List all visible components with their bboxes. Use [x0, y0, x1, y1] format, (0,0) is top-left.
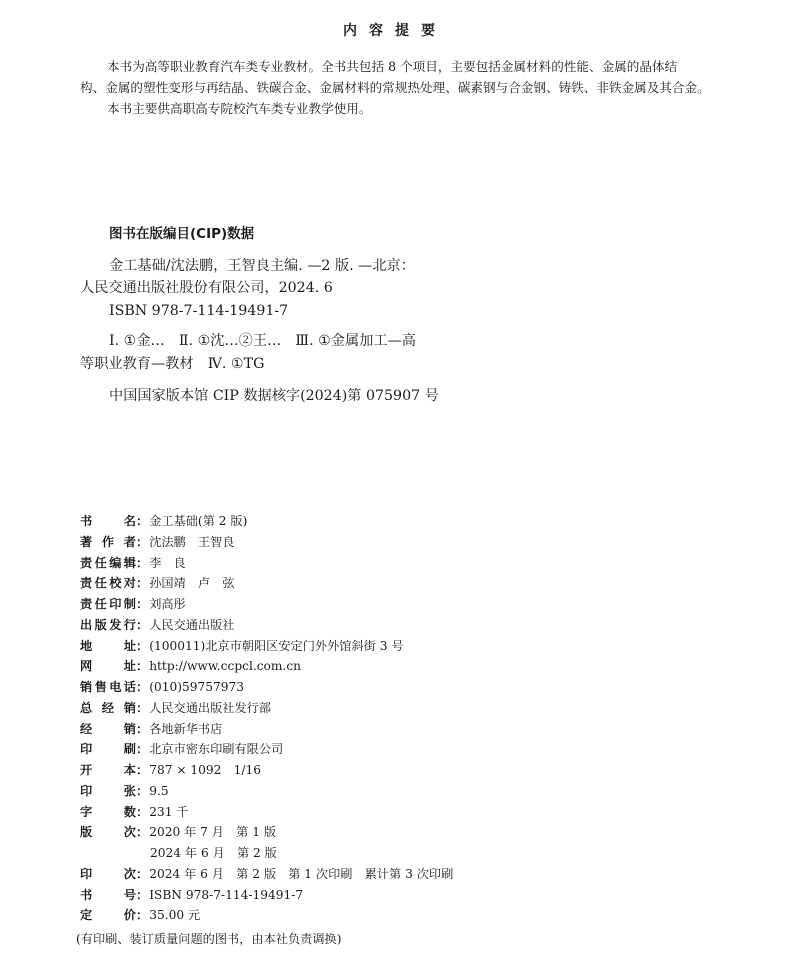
- imprint-label: 书号: [80, 887, 136, 902]
- imprint-label: 字数: [80, 804, 136, 819]
- imprint-colon: ：: [136, 908, 149, 923]
- imprint-colon: ：: [136, 887, 149, 902]
- imprint-colon: ：: [136, 514, 149, 528]
- imprint-value: 2020 年 7 月 第 1 版: [149, 825, 277, 840]
- imprint-value: 北京市密东印刷有限公司: [149, 742, 284, 757]
- cip-line: 等职业教育—教材 Ⅳ. ①TG: [80, 356, 265, 372]
- imprint-value: 9.5: [149, 783, 169, 798]
- imprint-colon: ：: [136, 866, 149, 881]
- imprint-label: 责任编辑: [80, 555, 136, 570]
- imprint-value: 沈法鹏 王智良: [149, 534, 235, 549]
- cip-line: 中国国家版本馆 CIP 数据核字(2024)第 075907 号: [109, 388, 439, 404]
- imprint-colon: ：: [136, 742, 149, 757]
- imprint-row: [80, 595, 186, 613]
- imprint-value: 787 × 1092 1/16: [149, 763, 261, 777]
- imprint-label: 出版发行: [80, 617, 136, 632]
- imprint-value: 刘高彤: [149, 597, 186, 611]
- imprint-label: 印次: [80, 866, 136, 881]
- imprint-colon: ：: [136, 597, 149, 611]
- imprint-value: 金工基础(第 2 版): [149, 514, 248, 528]
- imprint-row: [80, 678, 244, 696]
- cip-heading: 图书在版编目(CIP)数据: [109, 226, 255, 242]
- imprint-value: 李 良: [149, 555, 186, 570]
- imprint-row: [80, 865, 453, 883]
- cip-line: ISBN 978-7-114-19491-7: [109, 303, 289, 319]
- imprint-colon: ：: [136, 825, 149, 840]
- imprint-row: [80, 782, 169, 800]
- imprint-note: (有印刷、装订质量问题的图书，由本社负责调换): [76, 932, 342, 946]
- imprint-value: 孙国靖 卢 弦: [149, 576, 235, 591]
- imprint-value: http://www.ccpcl.com.cn: [149, 659, 301, 674]
- imprint-row: [80, 740, 283, 758]
- imprint-label: 销售电话: [80, 680, 136, 694]
- imprint-row: [80, 533, 235, 551]
- summary-title: 内容提要: [343, 23, 447, 39]
- imprint-row: [80, 720, 222, 738]
- imprint-row: [80, 616, 235, 634]
- imprint-colon: ：: [136, 617, 149, 632]
- imprint-value: (010)59757973: [149, 680, 244, 694]
- imprint-row: [80, 844, 277, 862]
- imprint-value: 2024 年 6 月 第 2 版: [150, 846, 277, 860]
- imprint-colon: ：: [136, 659, 149, 674]
- imprint-row: [80, 823, 276, 841]
- cip-line: 金工基础/沈法鹏，王智良主编. —2 版. —北京：: [109, 258, 415, 274]
- imprint-row: [80, 657, 301, 675]
- imprint-row: [80, 574, 235, 592]
- imprint-label: 地址: [80, 638, 136, 653]
- imprint-colon: ：: [136, 576, 149, 591]
- imprint-row: [80, 554, 186, 572]
- imprint-label: 书名: [80, 514, 136, 528]
- summary-line: 构、金属的塑性变形与再结晶、铁碳合金、金属材料的常规热处理、碳素钢与合金钢、铸铁、非铁金属及其合金。: [80, 80, 710, 95]
- imprint-label: 总经销: [80, 700, 136, 715]
- imprint-label: 开本: [80, 763, 136, 777]
- imprint-row: [80, 803, 189, 821]
- summary-line: 本书为高等职业教育汽车类专业教材。全书共包括 8 个项目，主要包括金属材料的性能、金属的晶体结: [107, 59, 678, 74]
- imprint-value: (100011)北京市朝阳区安定门外外馆斜街 3 号: [149, 638, 404, 653]
- cip-line: 人民交通出版社股份有限公司，2024. 6: [80, 280, 333, 296]
- imprint-colon: ：: [136, 721, 149, 736]
- imprint-value: 各地新华书店: [149, 721, 223, 736]
- imprint-value: 35.00 元: [149, 908, 201, 923]
- imprint-row: [80, 906, 200, 924]
- imprint-colon: ：: [136, 700, 149, 715]
- imprint-label: 印刷: [80, 742, 136, 757]
- imprint-label: 责任校对: [80, 576, 136, 591]
- imprint-label: 定价: [80, 908, 136, 923]
- summary-line: 本书主要供高职高专院校汽车类专业教学使用。: [107, 101, 372, 116]
- imprint-value: 2024 年 6 月 第 2 版 第 1 次印刷 累计第 3 次印刷: [149, 866, 454, 881]
- imprint-value: 人民交通出版社发行部: [149, 700, 272, 715]
- imprint-label: 印张: [80, 783, 136, 798]
- imprint-label: 责任印制: [80, 597, 136, 611]
- imprint-value: 人民交通出版社: [149, 617, 235, 632]
- imprint-label: 著作者: [80, 534, 136, 549]
- imprint-row: [80, 886, 303, 904]
- imprint-row: [80, 699, 271, 717]
- cip-line: Ⅰ. ①金… Ⅱ. ①沈…②王… Ⅲ. ①金属加工—高: [109, 333, 416, 349]
- imprint-colon: ：: [136, 763, 149, 777]
- imprint-row: [80, 637, 404, 655]
- imprint-value: ISBN 978-7-114-19491-7: [149, 887, 304, 902]
- imprint-row: [80, 512, 247, 530]
- imprint-value: 231 千: [149, 804, 189, 819]
- imprint-colon: ：: [136, 680, 149, 694]
- imprint-colon: ：: [136, 804, 149, 819]
- imprint-colon: ：: [136, 534, 149, 549]
- imprint-colon: ：: [136, 783, 149, 798]
- imprint-colon: ：: [136, 555, 149, 570]
- imprint-label: 版次: [80, 825, 136, 840]
- imprint-label: 经销: [80, 721, 136, 736]
- imprint-row: [80, 761, 261, 779]
- imprint-label: 网址: [80, 659, 136, 674]
- imprint-colon: ：: [136, 638, 149, 653]
